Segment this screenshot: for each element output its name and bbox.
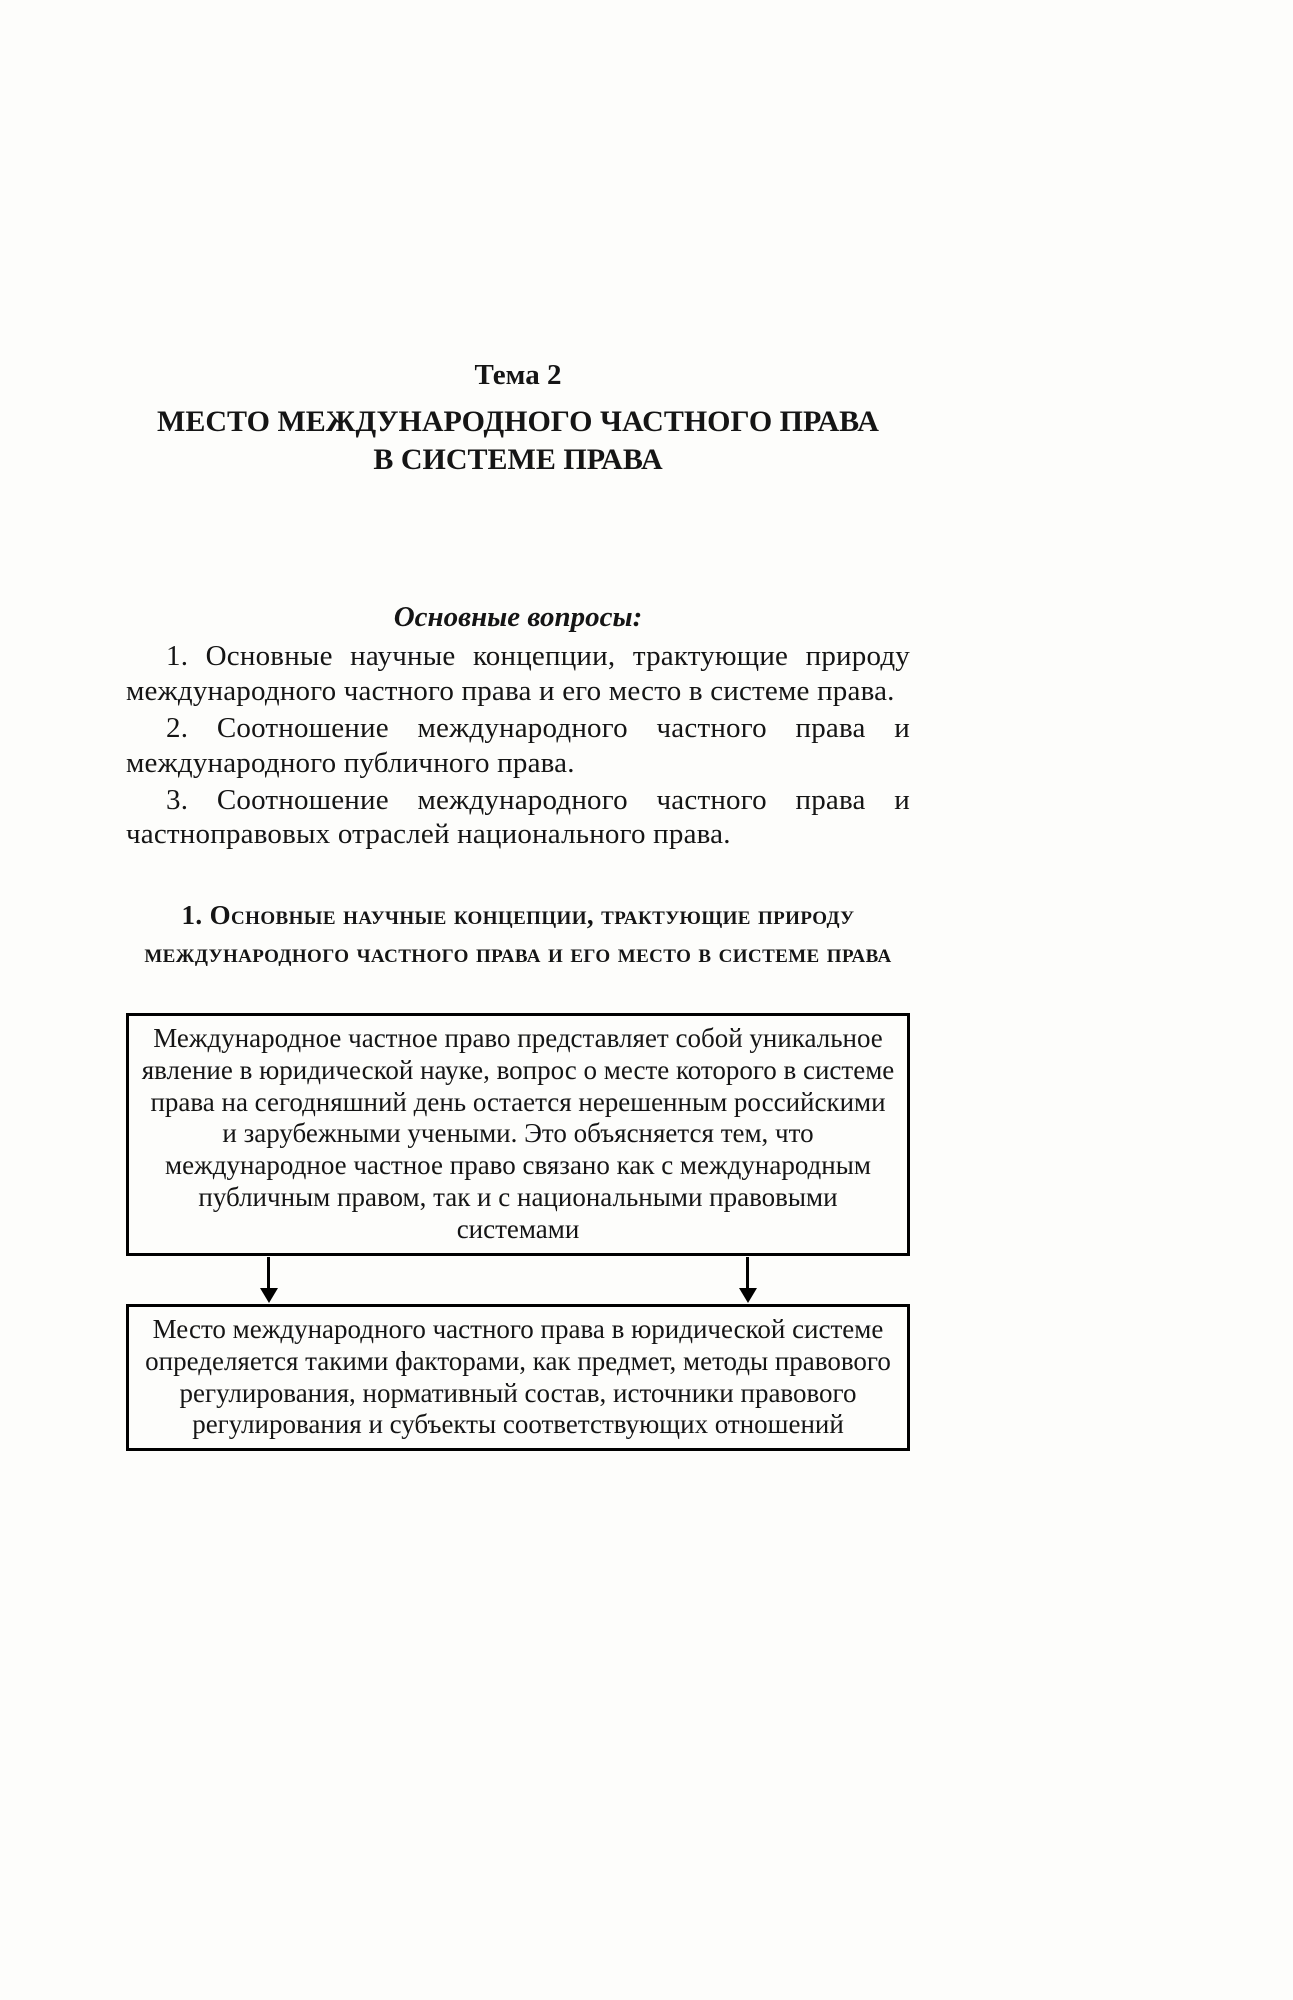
down-arrow-icon bbox=[746, 1257, 749, 1289]
concept-diagram bbox=[126, 1013, 910, 1451]
factors-box: Место международного частного права в юридической системе определяется такими факторами, как предмет, методы правового регулирования, нормативный состав, источники правового регулирования и субъекты соответствующих отношений bbox=[126, 1304, 910, 1451]
questions-heading: Основные вопросы: bbox=[393, 600, 643, 633]
page-title-line1: МЕСТО МЕЖДУНАРОДНОГО ЧАСТНОГО ПРАВА bbox=[157, 404, 879, 438]
question-item-3: 3. Соотношение международного частного права и частноправовых отраслей национального права. bbox=[126, 783, 910, 851]
question-item-2: 2. Соотношение международного частного права и международного публичного права. bbox=[126, 711, 910, 779]
page-title bbox=[126, 403, 910, 480]
concept-box: Международное частное право представляет собой уникальное явление в юридической науке, вопрос о месте которого в системе права на сегодняшний день остается нерешенным российскими и зарубежными учеными. Это объясняется тем, что международное частное право связано как с международным публичным правом, так и с национальными правовыми системами bbox=[126, 1013, 910, 1256]
page-title-line2: В СИСТЕМЕ ПРАВА bbox=[373, 443, 663, 477]
text-column bbox=[126, 0, 910, 1451]
down-arrow-icon bbox=[267, 1257, 270, 1289]
topic-label: Тема 2 bbox=[474, 359, 562, 391]
section-heading: 1. Основные научные концепции, трактующие природу международного частного права и его место в системе права bbox=[144, 900, 892, 969]
question-item-1: 1. Основные научные концепции, трактующие природу международного частного права и его место в системе права. bbox=[126, 640, 910, 708]
arrow-connectors bbox=[126, 1256, 910, 1304]
